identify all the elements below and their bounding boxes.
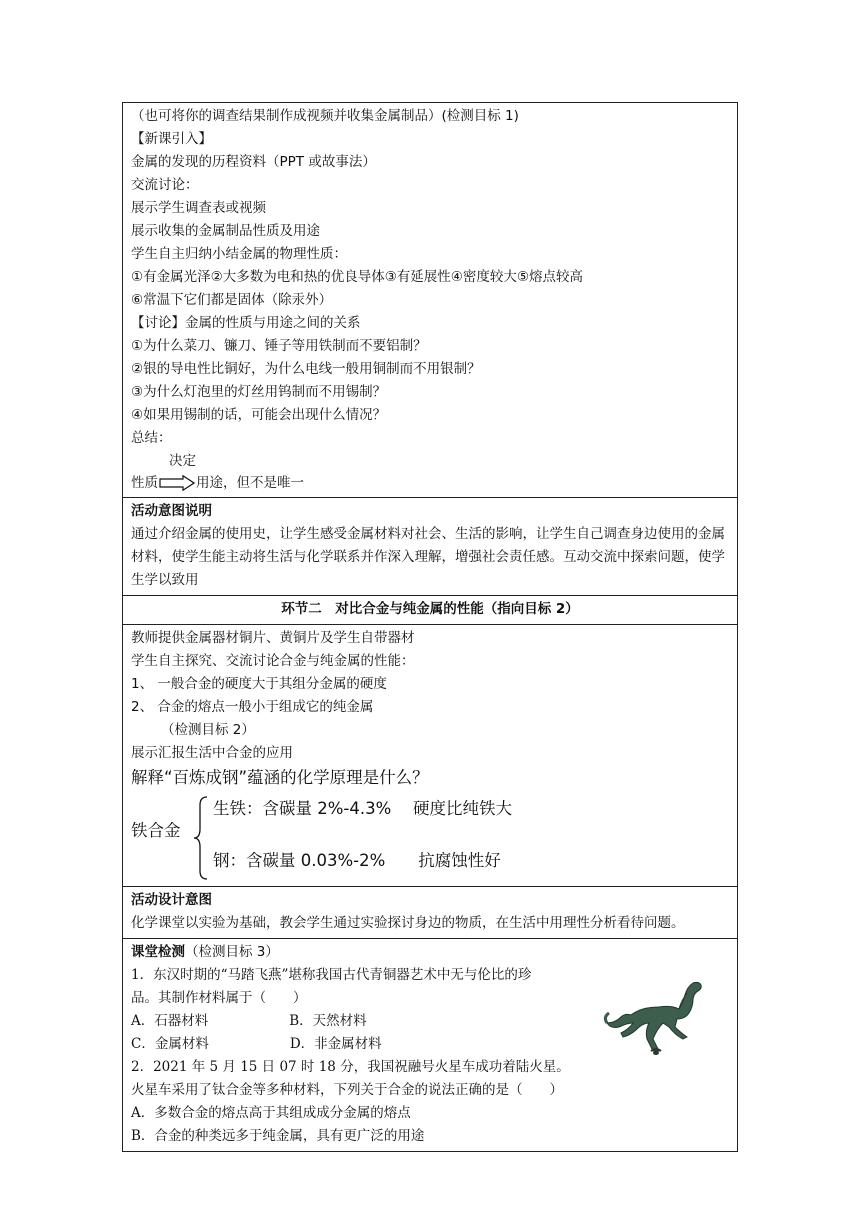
text-line: 展示收集的金属制品性质及用途 [131,223,320,239]
text-line: 交流讨论： [131,177,199,193]
text-line: ③为什么灯泡里的灯丝用钨制而不用锡制？ [131,384,387,400]
summary-right-text: 用途，但不是唯一 [196,475,304,491]
text-line: 学生自主探究、交流讨论合金与纯金属的性能： [131,653,415,669]
question-line: 解释“百炼成钢”蕴涵的化学原理是什么？ [131,768,429,787]
quiz-heading-note: （检测目标 3） [185,944,279,960]
text-line: 2、 合金的熔点一般小于组成它的纯金属 [131,699,374,715]
text-line: 展示学生调查表或视频 [131,200,266,216]
text-line: （也可将你的调查结果制作成视频并收集金属制品）(检测目标 1) [131,108,519,124]
quiz-option-line: A．多数合金的熔点高于其组成成分金属的熔点 [131,1105,411,1121]
section-heading: 活动设计意图 [131,892,212,908]
text-line: 总结： [131,430,172,446]
bronze-horse-image [601,977,711,1057]
lesson-intro-cell [123,103,737,498]
text-line: 【新课引入】 [131,131,212,147]
lesson-plan-table [122,102,738,1152]
text-line: 学生自主归纳小结金属的物理性质： [131,246,347,262]
stage-title: 环节二 对比合金与纯金属的性能（指向目标 2） [281,601,579,617]
summary-arrow-label: 决定 [169,453,196,469]
target-note: （检测目标 2） [161,722,255,738]
activity-intent-cell [123,498,737,596]
summary-diagram [131,450,729,494]
quiz-line: 1．东汉时期的“马踏飞燕”堪称我国古代青铜器艺术中无与伦比的珍 [131,967,532,983]
section-heading: 活动意图说明 [131,503,212,519]
quiz-line: 品。其制作材料属于（ ） [131,990,307,1006]
iron-alloy-diagram [131,791,729,883]
text-line: ⑥常温下它们都是固体（除汞外） [131,292,333,308]
quiz-option-line: C．金属材料 D．非金属材料 [131,1036,382,1052]
text-line: 金属的发现的历程资料（PPT 或故事法） [131,154,376,170]
text-line: 展示汇报生活中合金的应用 [131,745,293,761]
text-line: ①有金属光泽②大多数为电和热的优良导体③有延展性④密度较大⑤熔点较高 [131,269,584,285]
quiz-option-line: A．石器材料 B．天然材料 [131,1013,367,1029]
text-line: 【讨论】金属的性质与用途之间的关系 [131,315,361,331]
quiz-heading-line [131,941,729,964]
activity-design-cell [123,887,737,939]
text-line: ④如果用锡制的话，可能会出现什么情况？ [131,407,387,423]
text-line: ①为什么菜刀、镰刀、锤子等用铁制而不要铝制？ [131,338,427,354]
double-arrow-icon [159,475,195,491]
text-line: ②银的导电性比铜好，为什么电线一般用铜制而不用银制？ [131,361,481,377]
alloy-comparison-cell [123,625,737,887]
classroom-quiz-cell [123,939,737,1151]
quiz-option-line: B．合金的种类远多于纯金属，具有更广泛的用途 [131,1128,425,1144]
pig-iron-text: 生铁：含碳量 2%-4.3% 硬度比纯铁大 [213,799,513,818]
intent-paragraph: 通过介绍金属的使用史，让学生感受金属材料对社会、生活的影响，让学生自己调查身边使用的金属材料，使学生能主动将生活与化学联系并作深入理解，增强社会责任感。互动交流中探索问题，使学生学以致用 [131,526,725,588]
text-line: 1、 一般合金的硬度大于其组分金属的硬度 [131,676,387,692]
quiz-line: 火星车采用了钛合金等多种材料，下列关于合金的说法正确的是（ ） [131,1082,563,1098]
quiz-line: 2．2021 年 5 月 15 日 07 时 18 分，我国祝融号火星车成功着陆火星。 [131,1059,570,1075]
quiz-heading: 课堂检测 [131,944,185,960]
stage-two-title-cell [123,596,737,625]
text-line: 教师提供金属器材铜片、黄铜片及学生自带器材 [131,630,415,646]
left-brace-icon [191,795,211,881]
intent-paragraph: 化学课堂以实验为基础，教会学生通过实验探讨身边的物质，在生活中用理性分析看待问题。 [131,915,685,931]
alloy-label: 铁合金 [131,821,181,840]
steel-text: 钢：含碳量 0.03%-2% 抗腐蚀性好 [213,851,501,870]
summary-left-text: 性质 [131,475,158,491]
